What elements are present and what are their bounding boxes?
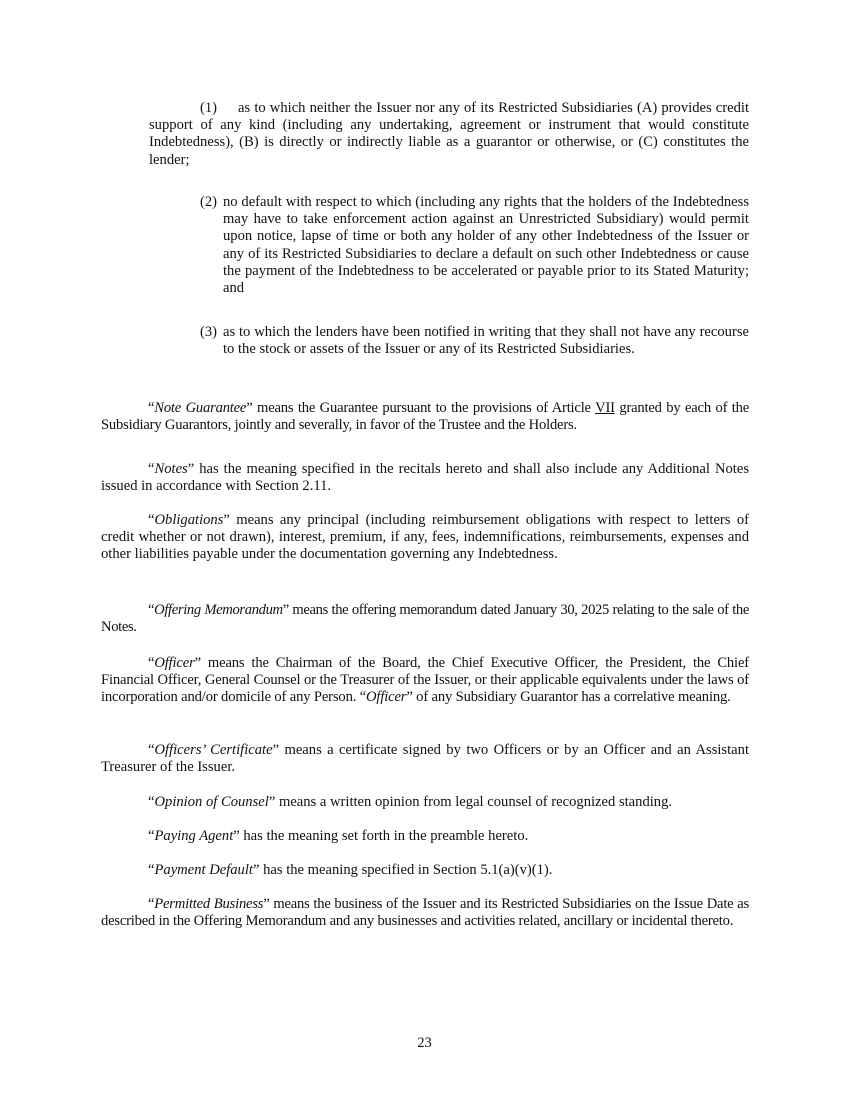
definition-officers-certificate: “Officers’ Certificate” means a certificate signed by two Officers or by an Officer and an Assistant Treasurer of the Issuer.: [101, 742, 749, 776]
page-number: 23: [417, 1035, 432, 1051]
clause-2-number: (2): [200, 194, 218, 210]
note-guarantee-text-a: ” means the Guarantee pursuant to the provisions of Article: [246, 400, 596, 416]
clause-3-text: as to which the lenders have been notified in writing that they shall not have any recourse to the stock or assets of the Issuer or any of its Restricted Subsidiaries.: [223, 324, 749, 358]
officers-certificate-text: ” means a certificate signed by two Officers or by an Officer and an Assistant Treasurer of the Issuer.: [101, 742, 749, 776]
payment-default-text: ” has the meaning specified in Section 5.1(a)(v)(1).: [252, 862, 553, 878]
paying-agent-text: ” has the meaning set forth in the preamble hereto.: [233, 828, 529, 844]
opinion-of-counsel-text: ” means a written opinion from legal counsel of recognized standing.: [268, 794, 673, 810]
obligations-text: ” means any principal (including reimbursement obligations with respect to letters of credit whether or not drawn), interest, premium, if any, fees, indemnifications, reimbursements, expenses and other liabilities payable under the documentation governing any Indebtedness.: [101, 512, 749, 563]
clause-3-number: (3): [200, 324, 218, 340]
definition-note-guarantee: “Note Guarantee” means the Guarantee pursuant to the provisions of Article VII granted by each of the Subsidiary Guarantors, jointly and severally, in favor of the Trustee and the Holders.: [101, 400, 750, 434]
term-officers-certificate: Officers’ Certificate: [154, 742, 273, 758]
term-notes: Notes: [154, 461, 188, 477]
officer-text-b: ” of any Subsidiary Guarantor has a correlative meaning.: [406, 689, 731, 706]
clause-2-text: no default with respect to which (including any rights that the holders of the Indebtedness may have to take enforcement action against an Unrestricted Subsidiary) would permit upon notice, lapse of time or both any holder of any other Indebtedness of the Issuer or any of its Restricted Subsidiaries to declare a default on such other Indebtedness or cause the payment of the Indebtedness to be accelerated or payable prior to its Stated Maturity; and: [223, 194, 749, 297]
definition-officer: “Officer” means the Chairman of the Board, the Chief Executive Officer, the President, the Chief Financial Officer, General Counsel or the Treasurer of the Issuer, or their applicable equivalents under the laws of incorporation and/or domicile of any Person. “Officer” of any Subsidiary Guarantor has a correlative meaning.: [101, 655, 749, 706]
note-guarantee-text-b: granted by each of the Subsidiary Guarantors, jointly and severally, in favor of the Trustee and the Holders.: [101, 400, 750, 434]
definition-notes: “Notes” has the meaning specified in the recitals hereto and shall also include any Additional Notes issued in accordance with Section 2.11.: [101, 461, 749, 495]
term-officer-repeat: Officer: [366, 689, 407, 706]
clause-1: [149, 100, 749, 169]
permitted-business-text: ” means the business of the Issuer and its Restricted Subsidiaries on the Issue Date as described in the Offering Memorandum and any businesses and activities related, ancillary or incidental thereto.: [101, 896, 749, 930]
article-reference: VII: [595, 400, 615, 416]
term-payment-default: Payment Default: [154, 862, 253, 878]
definition-obligations: “Obligations” means any principal (including reimbursement obligations with respect to letters of credit whether or not drawn), interest, premium, if any, fees, indemnifications, reimbursements, expenses and other liabilities payable under the documentation governing any Indebtedness.: [101, 512, 749, 563]
clause-1-number: (1): [200, 100, 218, 116]
definition-permitted-business: “Permitted Business” means the business of the Issuer and its Restricted Subsidiaries on the Issue Date as described in the Offering Memorandum and any businesses and activities related, ancillary or incidental thereto.: [101, 896, 749, 930]
term-note-guarantee: Note Guarantee: [154, 400, 247, 416]
term-permitted-business: Permitted Business: [154, 896, 264, 912]
clause-1-paragraph: [149, 100, 749, 169]
notes-text: ” has the meaning specified in the recitals hereto and shall also include any Additional Notes issued in accordance with Section 2.11.: [101, 461, 749, 495]
definition-opinion-of-counsel: “Opinion of Counsel” means a written opinion from legal counsel of recognized standing.: [148, 794, 673, 810]
offering-memorandum-text: ” means the offering memorandum dated January 30, 2025 relating to the sale of the Notes.: [101, 602, 750, 636]
definition-offering-memorandum: “Offering Memorandum” means the offering memorandum dated January 30, 2025 relating to the sale of the Notes.: [101, 602, 750, 636]
term-offering-memorandum: Offering Memorandum: [154, 602, 283, 618]
officer-text: ” means the Chairman of the Board, the Chief Executive Officer, the President, the Chief Financial Officer, General Counsel or the Treasurer of the Issuer, or their applicable equivalents under the laws of incorporation and/or domicile of any Person. “: [101, 655, 749, 706]
definition-payment-default: “Payment Default” has the meaning specified in Section 5.1(a)(v)(1).: [148, 862, 553, 878]
clause-1-text: as to which neither the Issuer nor any of its Restricted Subsidiaries (A) provides credit support of any kind (including any undertaking, agreement or instrument that would constitute Indebtedness), (B) is directly or indirectly liable as a guarantor or otherwise, or (C) constitutes the lender;: [149, 100, 749, 168]
term-opinion-of-counsel: Opinion of Counsel: [154, 794, 269, 810]
term-officer: Officer: [154, 655, 195, 671]
term-paying-agent: Paying Agent: [154, 828, 234, 844]
term-obligations: Obligations: [154, 512, 224, 528]
definition-paying-agent: “Paying Agent” has the meaning set forth in the preamble hereto.: [148, 828, 529, 844]
